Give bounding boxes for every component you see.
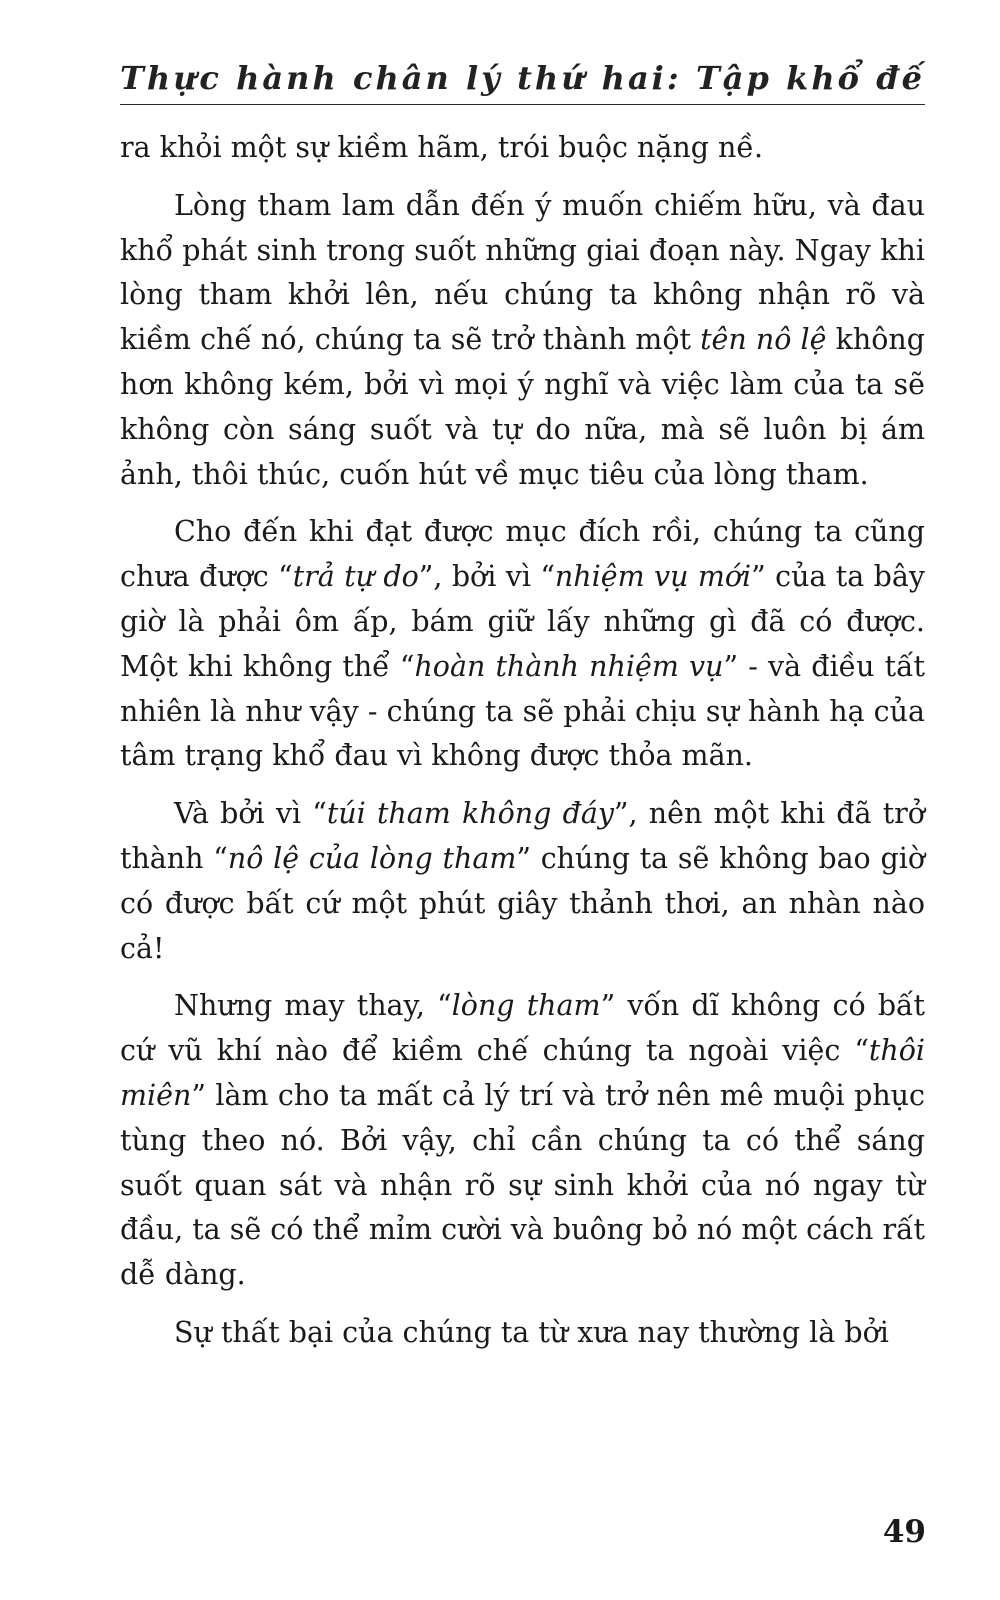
text-segment: Cho đến khi đạt được mục đích rồi, chúng ta cũng chưa được “ <box>120 515 925 594</box>
italic-phrase: hoàn thành nhiệm vụ <box>414 649 724 683</box>
paragraph <box>120 984 925 1298</box>
italic-phrase: nô lệ của lòng tham <box>227 841 517 875</box>
italic-phrase: tên nô lệ <box>700 323 827 357</box>
italic-phrase: trả tự do <box>292 560 419 594</box>
italic-phrase: túi tham không đáy <box>326 797 614 831</box>
text-segment: ” làm cho ta mất cả lý trí và trở nên mê muội phục tùng theo nó. Bởi vậy, chỉ cần chúng ta có thể sáng suốt quan sát và nhận rõ sự sinh khởi của nó ngay từ đầu, ta sẽ có thể mỉm cười và buông bỏ nó một cách rất dễ dàng. <box>120 1078 925 1292</box>
text-segment: Nhưng may thay, “ <box>174 989 452 1023</box>
text-segment: ”, nên một khi đã trở thành “ <box>120 797 925 875</box>
body-text <box>120 126 925 1369</box>
text-segment: ”, bởi vì “ <box>418 560 555 594</box>
paragraph <box>120 126 925 171</box>
paragraph <box>120 1311 925 1356</box>
text-segment: không hơn không kém, bởi vì mọi ý nghĩ và việc làm của ta sẽ không còn sáng suốt và tự do nữa, mà sẽ luôn bị ám ảnh, thôi thúc, cuốn hút về mục tiêu của lòng tham. <box>120 323 925 491</box>
text-segment: ” vốn dĩ không có bất cứ vũ khí nào để kiềm chế chúng ta ngoài việc “ <box>120 989 925 1068</box>
running-header: Thực hành chân lý thứ hai: Tập khổ đế <box>120 52 925 105</box>
paragraph <box>120 792 925 971</box>
paragraph <box>120 510 925 779</box>
text-segment: Sự thất bại của chúng ta từ xưa nay thường là bởi <box>174 1315 889 1349</box>
text-segment: Và bởi vì “ <box>174 797 327 831</box>
italic-phrase: nhiệm vụ mới <box>554 560 752 594</box>
page-number: 49 <box>882 1514 926 1550</box>
text-segment: ” chúng ta sẽ không bao giờ có được bất cứ một phút giây thảnh thơi, an nhàn nào cả! <box>120 841 925 965</box>
text-segment: Lòng tham lam dẫn đến ý muốn chiếm hữu, và đau khổ phát sinh trong suốt những giai đoạn này. Ngay khi lòng tham khởi lên, nếu chúng ta không nhận rõ và kiềm chế nó, chúng ta sẽ trở thành một <box>120 188 925 357</box>
italic-phrase: lòng tham <box>451 989 601 1023</box>
text-segment: ra khỏi một sự kiềm hãm, trói buộc nặng nề. <box>120 131 764 164</box>
text-segment: ” của ta bây giờ là phải ôm ấp, bám giữ lấy những gì đã có được. Một khi không thể “ <box>120 560 925 683</box>
text-segment: ” - và điều tất nhiên là như vậy - chúng ta sẽ phải chịu sự hành hạ của tâm trạng khổ đau vì không được thỏa mãn. <box>120 649 925 773</box>
italic-phrase: thôi miên <box>120 1034 925 1112</box>
paragraph <box>120 184 925 498</box>
